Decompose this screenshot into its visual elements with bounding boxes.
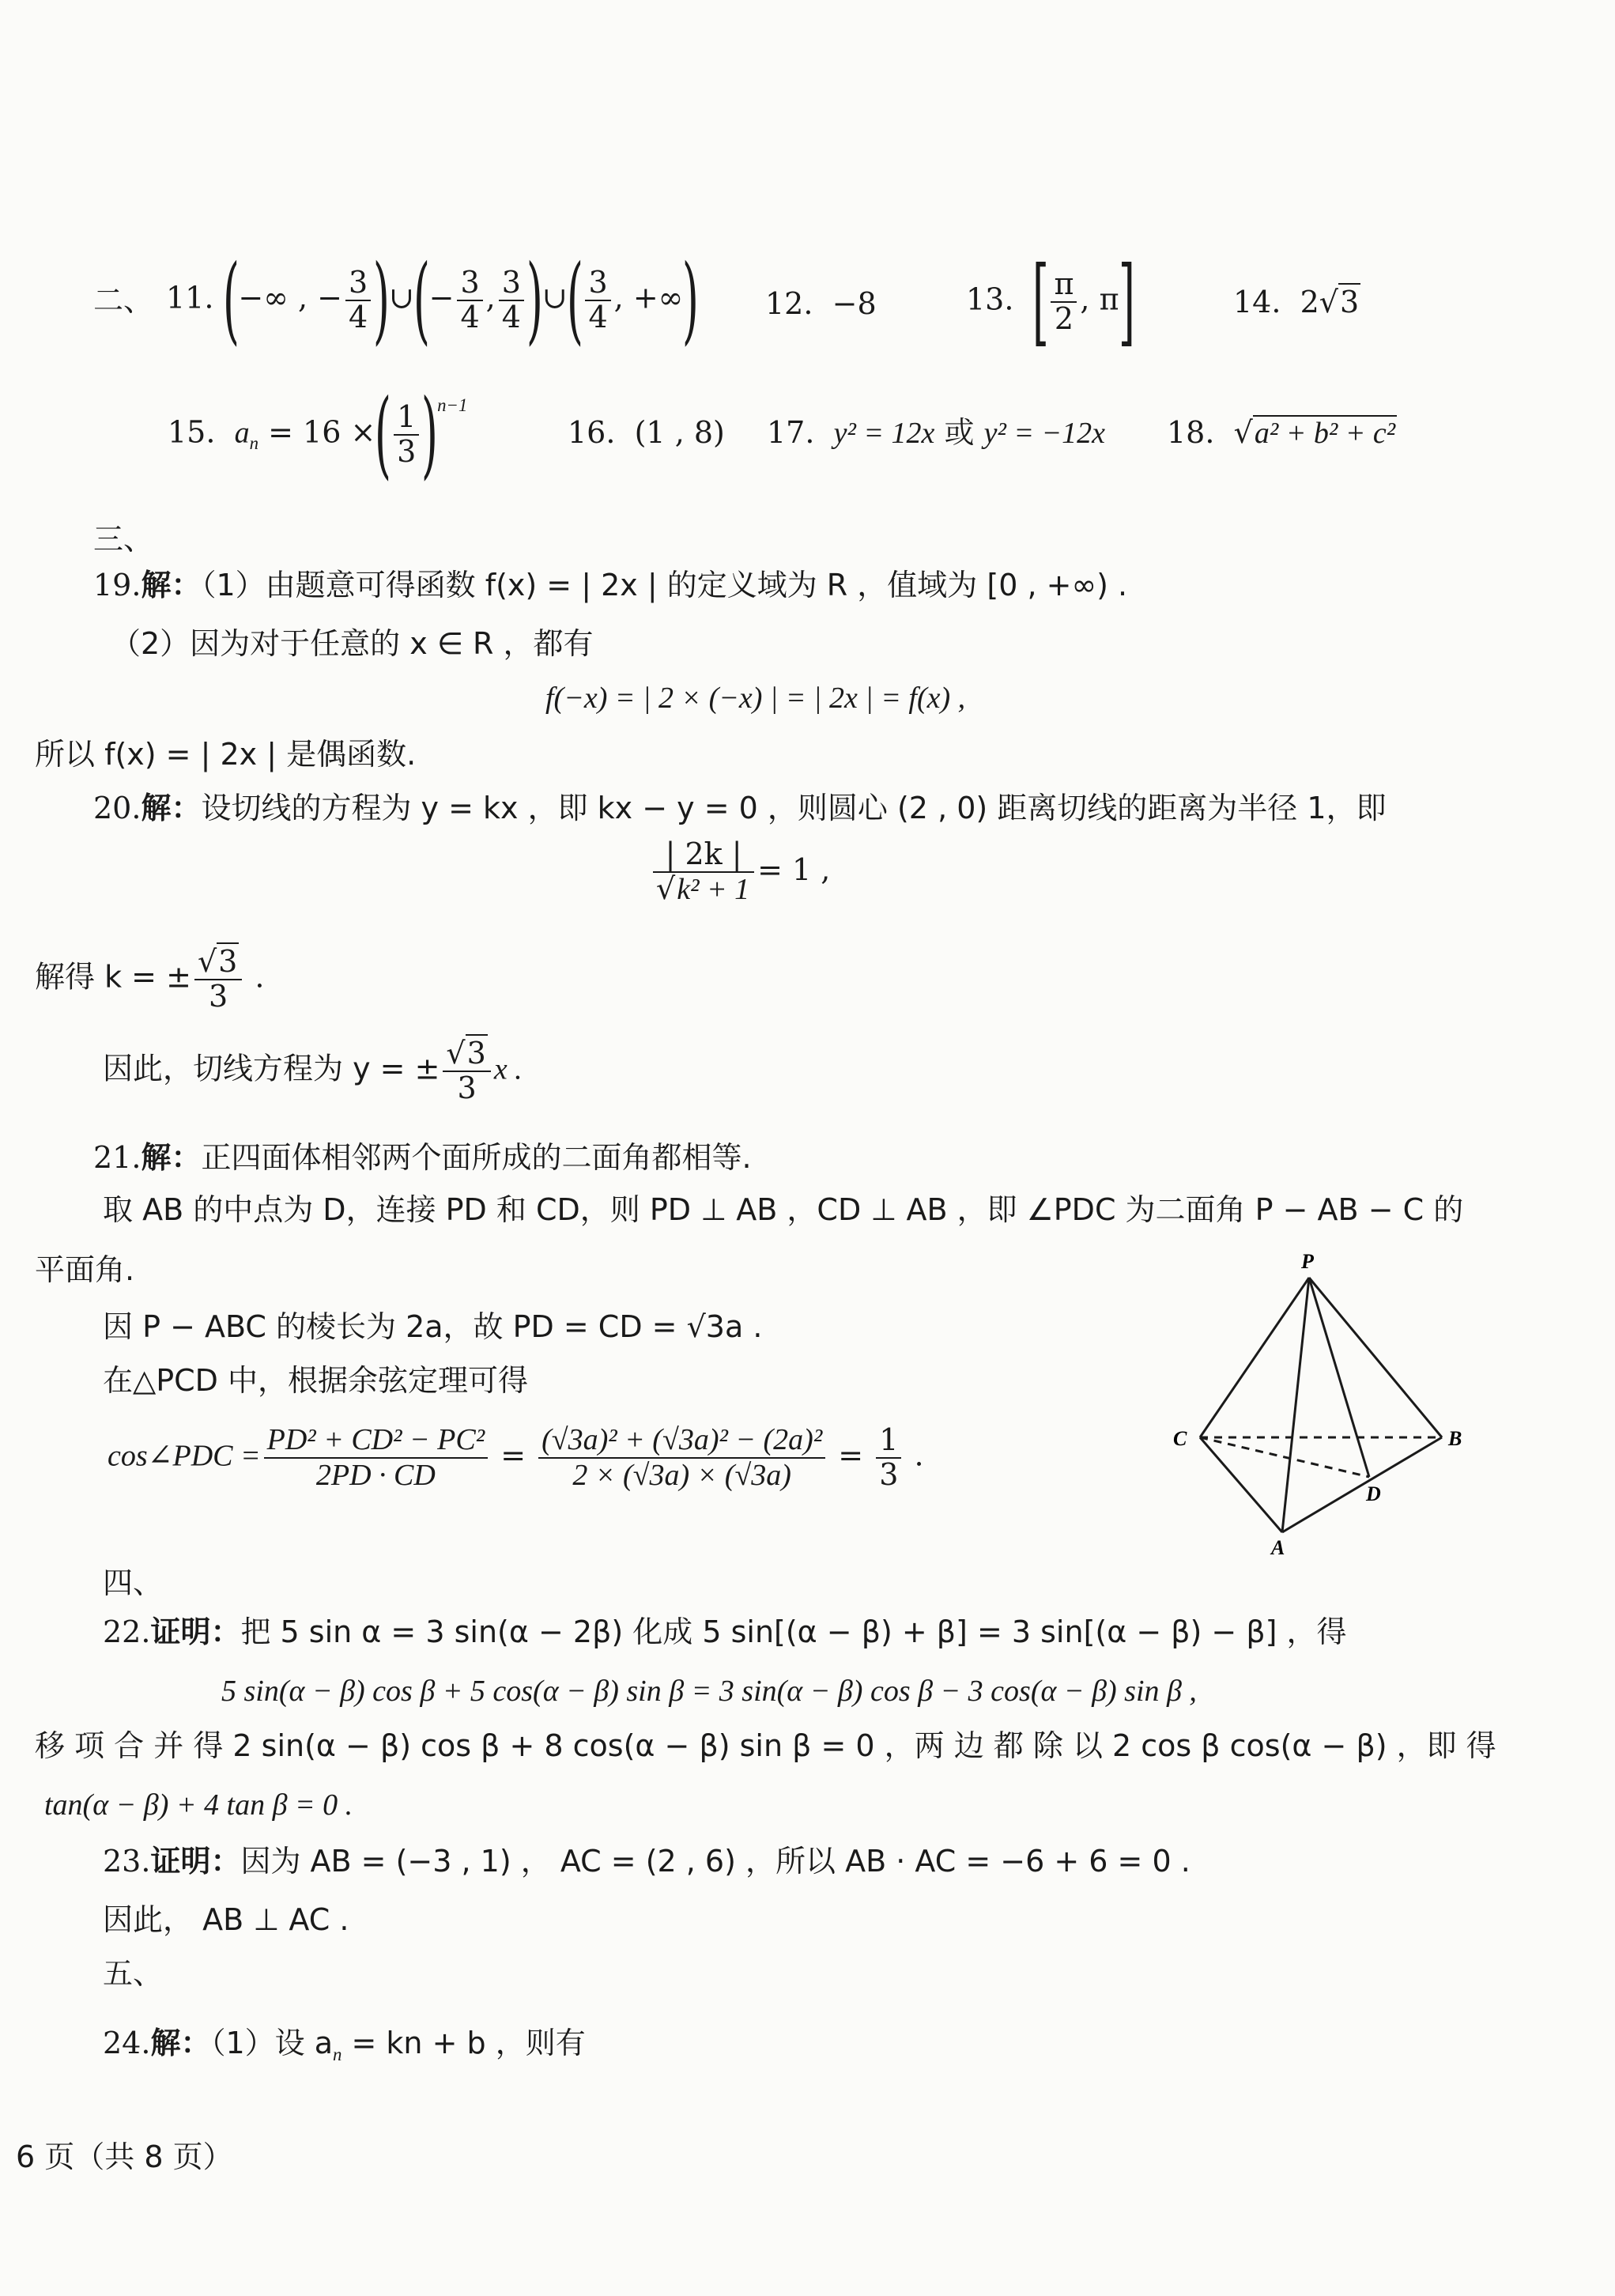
q24-line1: 24.解：（1）设 $a_n$ = kn + b ，则有 [103, 2026, 586, 2064]
q20-line2: 解得 k = ± $\frac{√3}{3}$ . [35, 944, 265, 1014]
q20-line1: 20.解：设切线的方程为 y = kx ，即 kx − y = 0 ，则圆心 (2 , 0) 距离切线的距离为半径 1，即 [93, 791, 1387, 825]
label-P: P [1301, 1250, 1314, 1273]
edge-CD-hidden [1200, 1437, 1369, 1477]
edge-PB [1309, 1278, 1442, 1437]
q17: 17. y² = 12x 或 y² = −12x [767, 415, 1106, 450]
edge-CA [1200, 1437, 1282, 1532]
q22-line2: 移 项 合 并 得 2 sin(α − β) cos β + 8 cos(α − β) sin β = 0 ，两 边 都 除 以 2 cos β cos(α − β) ，即 得 [35, 1728, 1496, 1763]
edge-PC [1200, 1278, 1309, 1437]
sec2-label: 二、 [93, 283, 154, 318]
q12: 12. −8 [765, 286, 877, 321]
q21-line1: 21.解：正四面体相邻两个面所成的二面角都相等. [93, 1140, 752, 1175]
q13: 13. [ $\frac{\pi}{2}$ , π] [966, 247, 1135, 357]
q20-line3: 因此，切线方程为 y = ± $\frac{√3}{3}$ x . [103, 1036, 523, 1105]
q23-line1: 23.证明：因为 AB = (−3 , 1) ， AC = (2 , 6) ，所以 AB · AC = −6 + 6 = 0 . [103, 1844, 1190, 1879]
sec5-label: 五、 [103, 1956, 164, 1991]
q18: 18. √a² + b² + c² [1167, 415, 1396, 450]
sec3-label: 三、 [93, 522, 154, 557]
q19-line2: （2）因为对于任意的 x ∈ R ，都有 [111, 626, 594, 661]
label-C: C [1173, 1427, 1187, 1450]
q14: 14. 2√3 [1233, 285, 1360, 319]
q19-line3: 所以 f(x) = | 2x | 是偶函数. [35, 737, 417, 772]
q11: 11. (−∞ , − $\frac{3}{4}$ )∪(− $\frac{3}{4}$ , $\frac{3}{4}$ )∪( $\frac{3}{4}$ , +∞) [166, 245, 700, 355]
label-A: A [1271, 1536, 1285, 1559]
q19-line1: 19.解：（1）由题意可得函数 f(x) = | 2x | 的定义域为 R ，值域为 [0 , +∞) . [93, 568, 1128, 602]
edge-PA [1282, 1278, 1309, 1532]
q22-eq: 5 sin(α − β) cos β + 5 cos(α − β) sin β = 3 sin(α − β) cos β − 3 cos(α − β) sin β , [221, 1675, 1197, 1708]
q21-cos-eq: cos∠PDC = $\frac{\text{PD² + CD² − PC²}}{2PD \cdot CD}$ = $\frac{\text{(√3a)² + (√3a)² − (2a)²}}{2 \times (√3a) \times (√3a)}$ = $\frac{1}{3}$ . [108, 1422, 924, 1492]
q23-line2: 因此， AB ⊥ AC . [103, 1902, 349, 1937]
q21-line4: 因 P − ABC 的棱长为 2a，故 PD = CD = √3a . [103, 1309, 763, 1344]
page-footer: 6 页（共 8 页） [16, 2139, 233, 2174]
q21-line3: 平面角. [35, 1252, 135, 1287]
q19-eq: f(−x) = | 2 × (−x) | = | 2x | = f(x) , [545, 682, 966, 715]
q22-line3: tan(α − β) + 4 tan β = 0 . [44, 1788, 353, 1822]
q16: 16. (1 , 8) [568, 415, 725, 450]
q21-line5: 在△PCD 中，根据余弦定理可得 [103, 1363, 529, 1398]
edge-PD [1309, 1278, 1369, 1477]
sec4-label: 四、 [103, 1565, 164, 1600]
q21-line2: 取 AB 的中点为 D，连接 PD 和 CD，则 PD ⊥ AB ，CD ⊥ AB ，即 ∠PDC 为二面角 P − AB − C 的 [103, 1192, 1464, 1227]
label-D: D [1366, 1482, 1381, 1505]
q15: 15. $a_n = 16$ ×( $\frac{1}{3}$ )$^{n-1}$ [168, 380, 468, 489]
label-B: B [1448, 1427, 1462, 1450]
q22-line1: 22.证明：把 5 sin α = 3 sin(α − 2β) 化成 5 sin[(α − β) + β] = 3 sin[(α − β) − β] ，得 [103, 1614, 1347, 1649]
q20-eq: $\frac{| 2k |}{\text{√k² + 1}}$ = 1 , [650, 838, 830, 907]
tetrahedron-figure [1154, 1241, 1486, 1573]
